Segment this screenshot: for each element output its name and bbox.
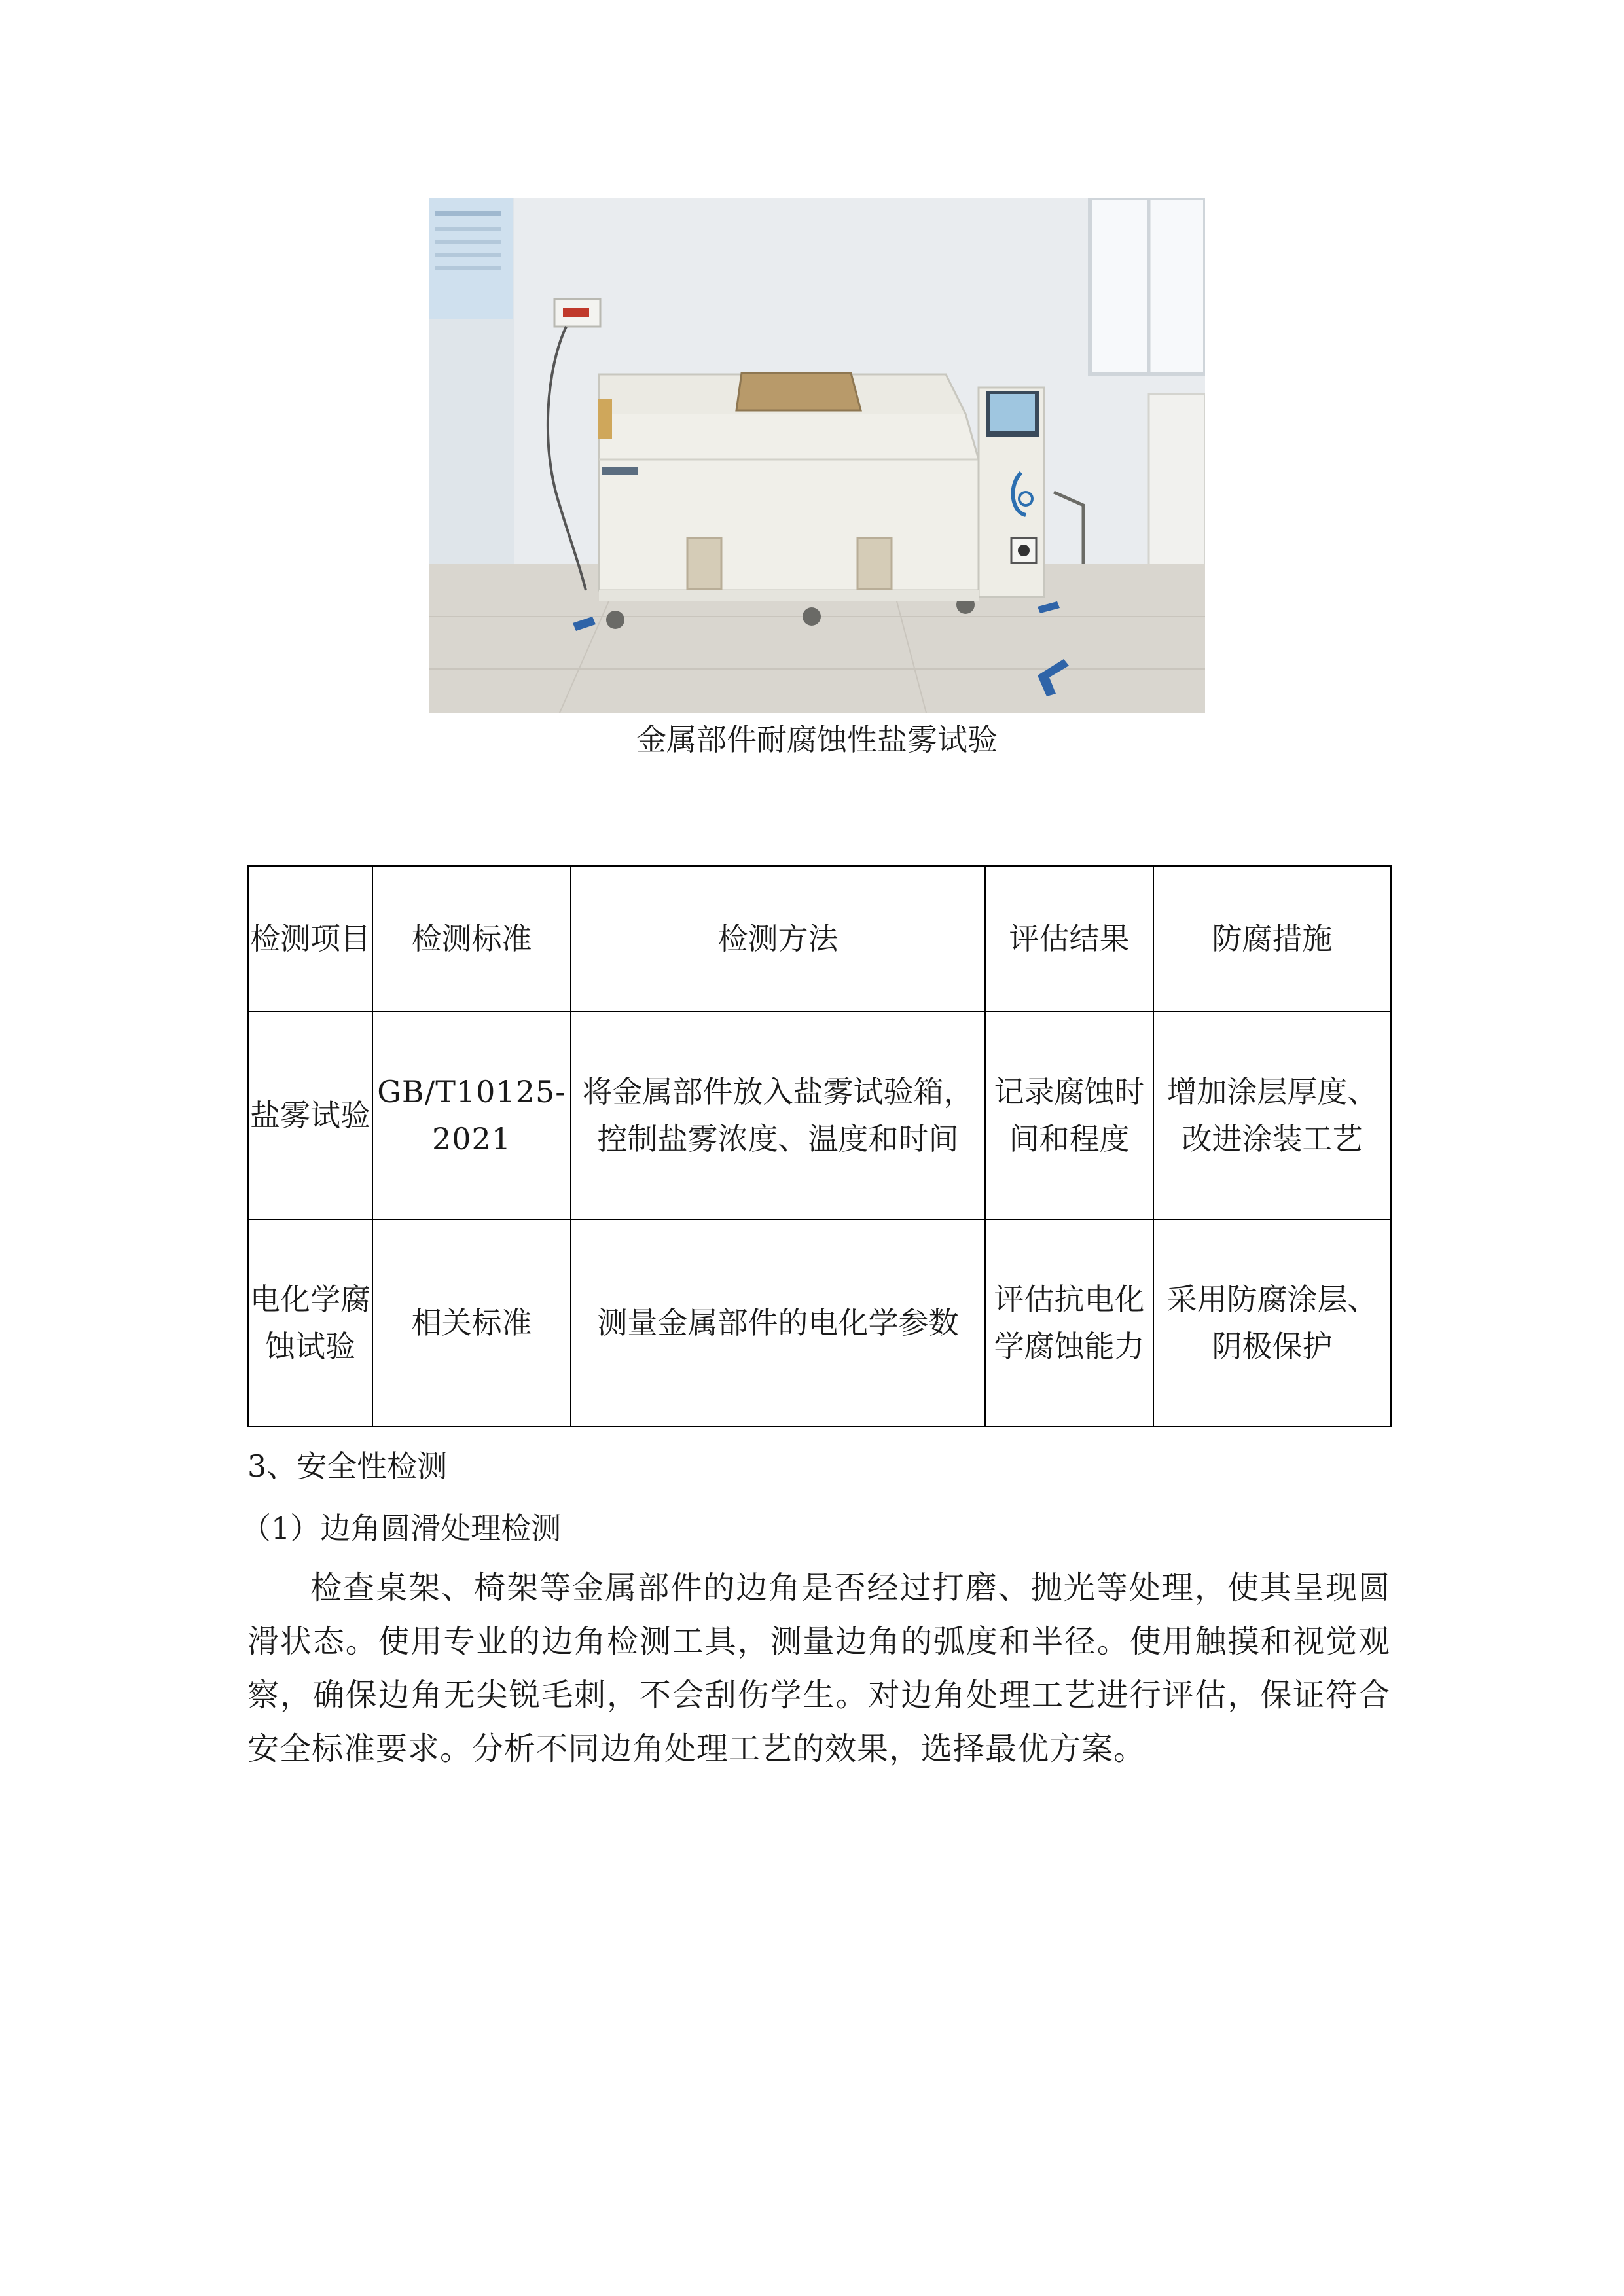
table-cell: 将金属部件放入盐雾试验箱，控制盐雾浓度、温度和时间 — [571, 1011, 985, 1219]
table-header-row — [248, 866, 1391, 1011]
table-row — [248, 1011, 1391, 1219]
table-cell: 增加涂层厚度、改进涂装工艺 — [1153, 1011, 1391, 1219]
section-heading: 3、安全性检测 — [247, 1448, 448, 1484]
table-header-cell: 检测标准 — [372, 866, 571, 1011]
table-header-cell: 检测项目 — [248, 866, 372, 1011]
body-paragraph: 检查桌架、椅架等金属部件的边角是否经过打磨、抛光等处理，使其呈现圆滑状态。使用专业的边角检测工具，测量边角的弧度和半径。使用触摸和视觉观察，确保边角无尖锐毛刺，不会刮伤学生。对边角处理工艺进行评估，保证符合安全标准要求。分析不同边角处理工艺的效果，选择最优方案。 — [247, 1570, 1390, 1767]
test-table — [247, 865, 1392, 1427]
table-cell: 评估抗电化学腐蚀能力 — [985, 1219, 1153, 1426]
table-header-cell: 防腐措施 — [1153, 866, 1391, 1011]
table-row — [248, 1219, 1391, 1426]
table-cell: 电化学腐蚀试验 — [248, 1219, 372, 1426]
table-cell: 记录腐蚀时间和程度 — [985, 1011, 1153, 1219]
table-cell: 相关标准 — [372, 1219, 571, 1426]
subsection-heading: （1）边角圆滑处理检测 — [241, 1511, 562, 1546]
table-cell: GB/T10125-2021 — [372, 1011, 571, 1219]
table-header-cell: 检测方法 — [571, 866, 985, 1011]
table-cell: 采用防腐涂层、阴极保护 — [1153, 1219, 1391, 1426]
salt-spray-chamber-photo — [429, 198, 1205, 713]
table-cell: 盐雾试验 — [248, 1011, 372, 1219]
table-header-cell: 评估结果 — [985, 866, 1153, 1011]
figure-caption: 金属部件耐腐蚀性盐雾试验 — [636, 722, 998, 757]
table-cell: 测量金属部件的电化学参数 — [571, 1219, 985, 1426]
